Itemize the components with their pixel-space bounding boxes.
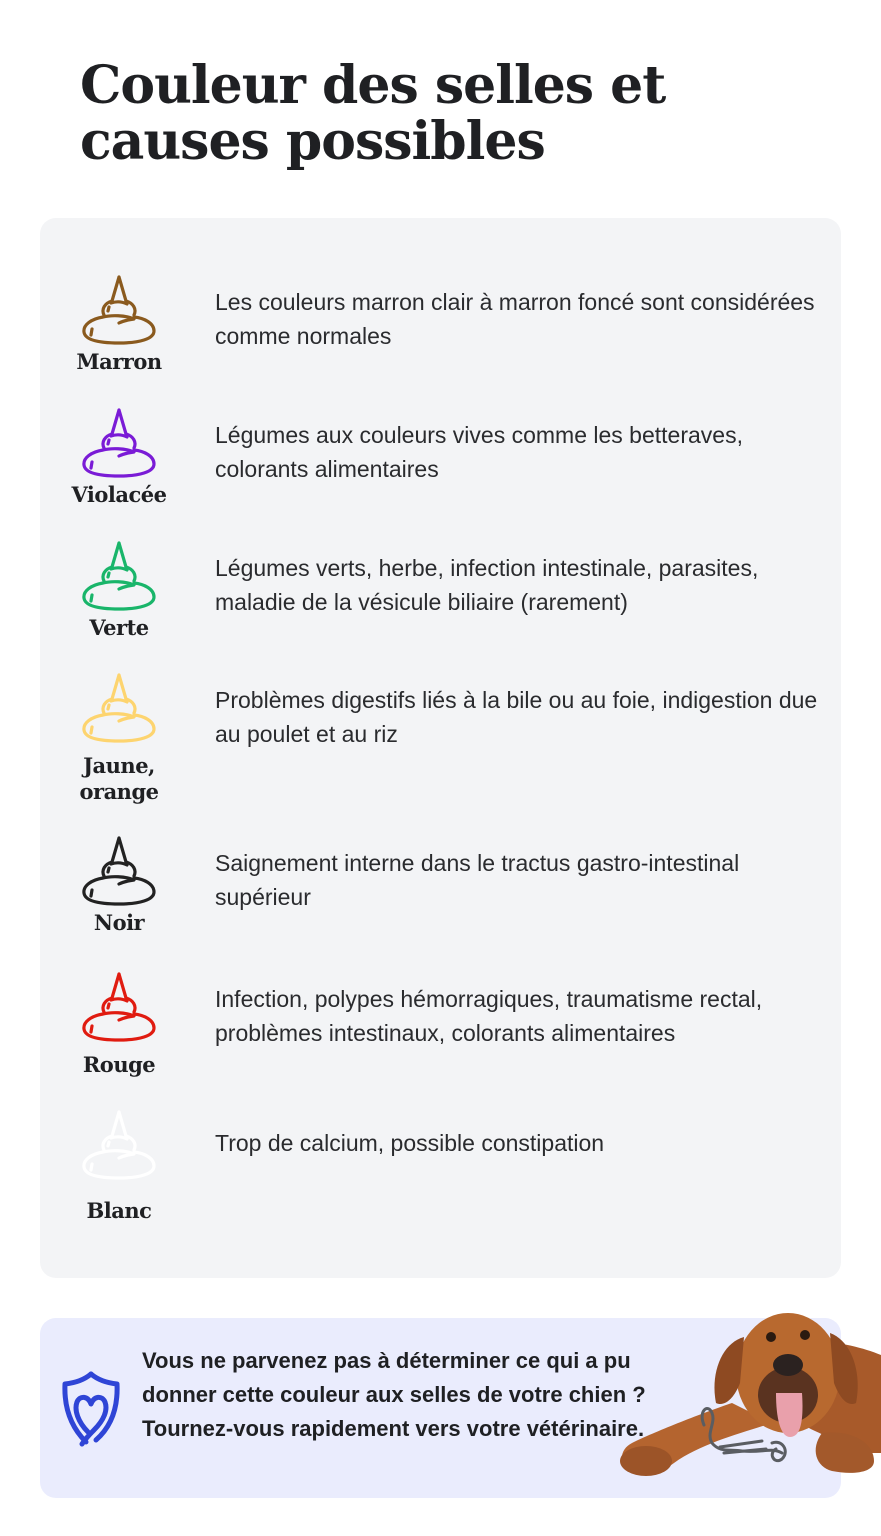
stool-cause-description: Trop de calcium, possible constipation [215,1130,605,1156]
stool-cause-description: Infection, polypes hémorragiques, traumatisme rectal, problèmes intestinaux, colorants alimentaires [215,986,763,1046]
shield-heart-icon [60,1370,122,1448]
stool-cause-description: Problèmes digestifs liés à la bile ou au foie, indigestion due au poulet et au riz [215,687,818,747]
poop-icon-green [79,539,159,611]
stool-color-label: Jaune, orange [79,753,159,804]
poop-icon-black [79,834,159,906]
poop-icon-red [79,970,159,1042]
poop-icon-purple [79,406,159,478]
stool-cause-description: Légumes aux couleurs vives comme les betteraves, colorants alimentaires [215,422,743,482]
stool-color-label: Verte [89,615,149,640]
dog-illustration [612,1303,881,1479]
stool-color-label: Violacée [71,482,167,507]
poop-icon-brown [79,273,159,345]
stool-color-label: Rouge [82,1052,156,1077]
stool-color-label: Noir [93,910,145,935]
vet-advice-text: Vous ne parvenez pas à déterminer ce qui a pu donner cette couleur aux selles de votre chien ? Tournez-vous rapidement vers votre vétérinaire. [142,1348,646,1441]
page-title: Couleur des selles et causes possibles [80,55,666,172]
stool-cause-description: Saignement interne dans le tractus gastro-intestinal supérieur [215,850,740,910]
poop-icon-yellow [79,671,159,743]
stool-color-label: Marron [76,349,162,374]
stool-color-card [40,218,841,1278]
stool-color-label: Blanc [86,1198,152,1223]
poop-icon-white [79,1108,159,1180]
stool-cause-description: Légumes verts, herbe, infection intestinale, parasites, maladie de la vésicule biliaire (rarement) [215,555,759,615]
stool-cause-description: Les couleurs marron clair à marron foncé sont considérées comme normales [215,289,815,349]
